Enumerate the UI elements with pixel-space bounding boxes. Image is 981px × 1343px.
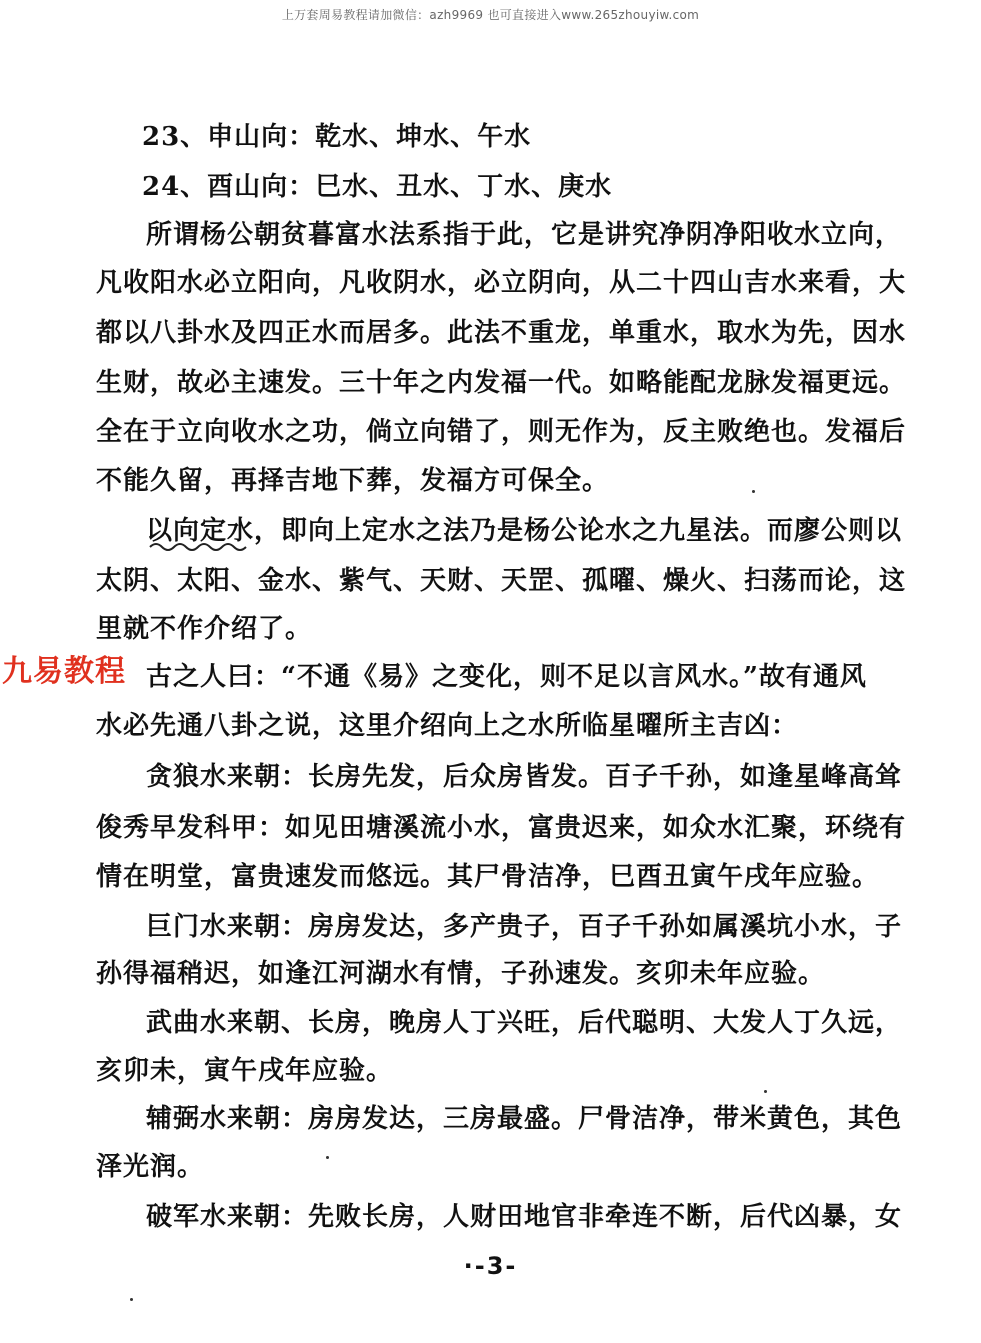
scan-speck [764,1090,767,1093]
text-line-7: 全在于立向收水之功，倘立向错了，则无作为，反主败绝也。发福后 [96,417,907,447]
text-line-5: 都以八卦水及四正水而居多。此法不重龙，单重水，取水为先，因水 [96,318,907,348]
text-line-14: 贪狼水来朝：长房先发，后众房皆发。百子千孙，如逢星峰高耸 [146,762,903,792]
scan-speck [130,1298,133,1301]
scan-speck [326,1156,329,1159]
scan-speck [752,490,755,493]
header-note: 上万套周易教程请加微信：azh9969 也可直接进入www.265zhouyiw.com [281,8,700,22]
text-line-6: 生财，故必主速发。三十年之内发福一代。如略能配龙脉发福更远。 [96,368,907,398]
text-line-15: 俊秀早发科甲：如见田塘溪流小水，富贵迟来，如众水汇聚，环绕有 [96,813,907,843]
text-line-9: 以向定水，即向上定水之法乃是杨公论水之九星法。而廖公则以 [146,516,903,546]
text-line-16: 情在明堂，富贵速发而悠远。其尸骨洁净，巳酉丑寅午戌年应验。 [96,862,880,892]
text-line-22: 泽光润。 [96,1152,205,1182]
text-line-4: 凡收阳水必立阳向，凡收阴水，必立阴向，从二十四山吉水来看，大 [96,268,907,298]
text-line-12: 古之人曰：“不通《易》之变化，则不足以言风水。”故有通风 [146,662,867,692]
text-line-18: 孙得福稍迟，如逢江河湖水有情，子孙速发。亥卯未年应验。 [96,959,826,989]
watermark-logo-text: 九易教程 [2,654,126,689]
text-line-21: 辅弼水来朝：房房发达，三房最盛。尸骨洁净，带米黄色，其色 [146,1104,903,1134]
wavy-underline-mark [148,541,252,553]
text-line-11: 里就不作介绍了。 [96,614,313,644]
text-line-13: 水必先通八卦之说，这里介绍向上之水所临星曜所主吉凶： [96,711,799,741]
text-line-10: 太阴、太阳、金水、紫气、天财、天罡、孤曜、燥火、扫荡而论，这 [96,566,907,596]
text-line-8: 不能久留，再择吉地下葬，发福方可保全。 [96,466,610,496]
text-line-20: 亥卯未，寅午戌年应验。 [96,1056,394,1086]
page-number: ·-3- [463,1252,518,1280]
text-line-2: 24、酉山向：巳水、丑水、丁水、庚水 [142,172,613,202]
text-line-1: 23、申山向：乾水、坤水、午水 [142,122,532,152]
text-line-3: 所谓杨公朝贫暮富水法系指于此，它是讲究净阴净阳收水立向， [146,220,903,250]
text-line-19: 武曲水来朝、长房，晚房人丁兴旺，后代聪明、大发人丁久远， [146,1008,903,1038]
text-line-17: 巨门水来朝：房房发达，多产贵子，百子千孙如属溪坑小水，子 [146,912,903,942]
text-line-23: 破军水来朝：先败长房，人财田地官非牵连不断，后代凶暴，女 [146,1202,903,1232]
